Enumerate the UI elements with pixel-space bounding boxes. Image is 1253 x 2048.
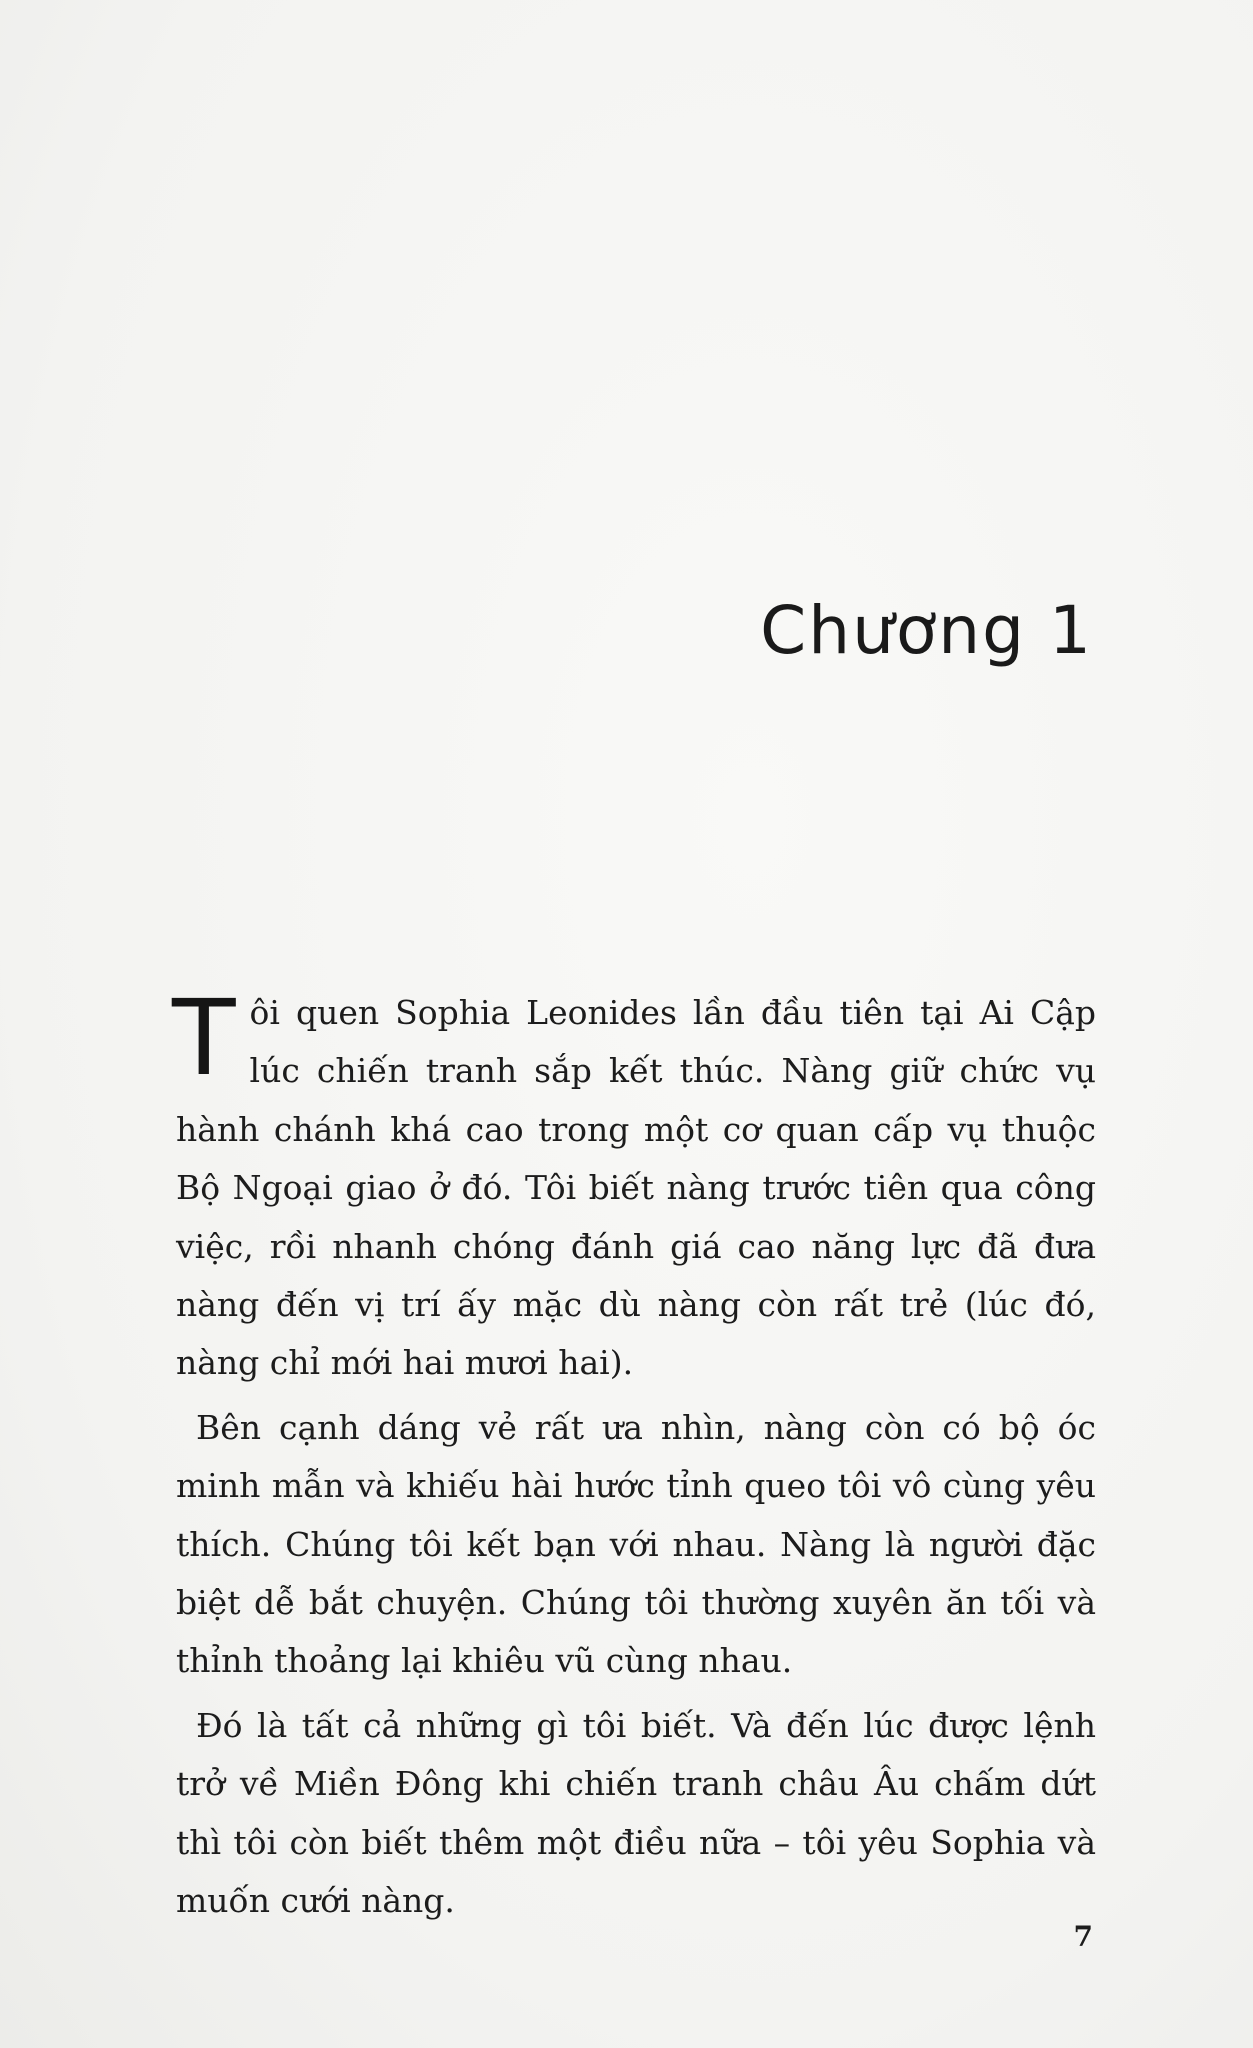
paragraph-2: Bên cạnh dáng vẻ rất ưa nhìn, nàng còn có bộ óc minh mẫn và khiếu hài hước tỉnh queo tôi vô cùng yêu thích. Chúng tôi kết bạn với nhau. Nàng là người đặc biệt dễ bắt chuyện. Chúng tôi thường xuyên ăn tối và thỉnh thoảng lại khiêu vũ cùng nhau.: [176, 1407, 1096, 1681]
drop-cap: T: [172, 977, 236, 1099]
page-number: 7: [1073, 1920, 1093, 1953]
paragraph-3: Đó là tất cả những gì tôi biết. Và đến lúc được lệnh trở về Miền Đông khi chiến tranh châu Âu chấm dứt thì tôi còn biết thêm một điều nữa – tôi yêu Sophia và muốn cưới nàng.: [176, 1705, 1096, 1921]
chapter-body: [172, 977, 1096, 1937]
paragraph-1: [172, 977, 1096, 1393]
chapter-title: Chương 1: [760, 592, 1093, 669]
paragraph-1-text: ôi quen Sophia Leonides lần đầu tiên tại Ai Cập lúc chiến tranh sắp kết thúc. Nàng giữ chức vụ hành chánh khá cao trong một cơ quan cấp vụ thuộc Bộ Ngoại giao ở đó. Tôi biết nàng trước tiên qua công việc, rồi nhanh chóng đánh giá cao năng lực đã đưa nàng đến vị trí ấy mặc dù nàng còn rất trẻ (lúc đó, nàng chỉ mới hai mươi hai).: [176, 993, 1096, 1383]
